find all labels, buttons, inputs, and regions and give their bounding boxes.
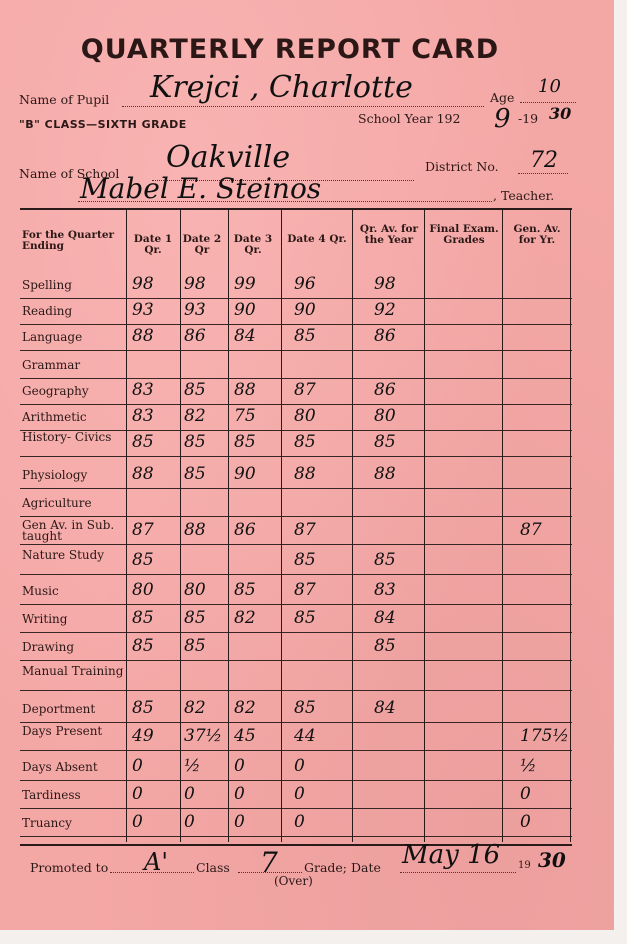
grade-cell-q2: 98: [184, 274, 206, 294]
grade-cell-q3: 0: [234, 756, 245, 776]
grade-cell-q4: 87: [294, 580, 316, 600]
table-row-line: [20, 604, 572, 605]
row-label: Spelling: [22, 278, 72, 292]
grade-cell-gen: 0: [520, 812, 531, 832]
grade-cell-q2: 86: [184, 326, 206, 346]
grade-cell-q4: 85: [294, 608, 316, 628]
table-row-line: [20, 544, 572, 545]
district-value: 72: [530, 148, 558, 173]
row-label: Tardiness: [22, 788, 81, 802]
grade-cell-avg: 85: [374, 432, 396, 452]
grade-cell-avg: 84: [374, 698, 396, 718]
grade-cell-avg: 85: [374, 550, 396, 570]
grade-cell-q2: 85: [184, 464, 206, 484]
grade-cell-avg: 92: [374, 300, 396, 320]
grade-cell-q4: 44: [294, 726, 316, 746]
grade-cell-q2: 0: [184, 784, 195, 804]
grade-cell-q1: 98: [132, 274, 154, 294]
table-row-line: [20, 660, 572, 661]
teacher-name: Mabel E. Steinos: [80, 172, 322, 205]
grade-cell-q2: 85: [184, 608, 206, 628]
table-row-line: [20, 456, 572, 457]
grade-cell-avg: 84: [374, 608, 396, 628]
grade-cell-avg: 98: [374, 274, 396, 294]
header-q1: Date 1 Qr.: [133, 233, 173, 256]
district-label: District No.: [425, 159, 499, 174]
grade-cell-avg: 88: [374, 464, 396, 484]
grade-cell-q3: 88: [234, 380, 256, 400]
row-label: Nature Study: [22, 548, 105, 562]
grade-cell-q4: 87: [294, 520, 316, 540]
grade-cell-q3: 82: [234, 608, 256, 628]
header-avg: Qr. Av. for the Year: [359, 223, 419, 246]
table-row-line: [20, 632, 572, 633]
row-label: Truancy: [22, 816, 72, 830]
grade-cell-q1: 0: [132, 784, 143, 804]
grade-cell-gen: 175½: [520, 726, 569, 746]
grade-value: 7: [260, 846, 278, 879]
grade-cell-q3: 84: [234, 326, 256, 346]
grade-cell-q1: 85: [132, 432, 154, 452]
table-top-border: [20, 208, 572, 210]
grade-cell-q3: 0: [234, 784, 245, 804]
table-row-line: [20, 404, 572, 405]
grade-cell-q4: 80: [294, 406, 316, 426]
table-row-line: [20, 690, 572, 691]
grade-cell-q1: 88: [132, 464, 154, 484]
row-label: Writing: [22, 612, 68, 626]
grade-cell-gen: 87: [520, 520, 542, 540]
grade-cell-q3: 0: [234, 812, 245, 832]
header-final: Final Exam. Grades: [429, 223, 499, 246]
grade-cell-gen: ½: [520, 756, 537, 776]
grade-cell-q4: 85: [294, 698, 316, 718]
header-q3: Date 3 Qr.: [233, 233, 273, 256]
grade-cell-q2: 37½: [184, 726, 223, 746]
row-label: Days Absent: [22, 760, 98, 774]
header-q2: Date 2 Qr: [182, 233, 222, 256]
school-label: Name of School: [19, 166, 120, 181]
date-value: May 16: [402, 840, 501, 870]
column-divider: [352, 210, 353, 842]
school-year-start: 9: [494, 104, 511, 134]
grade-cell-gen: 0: [520, 784, 531, 804]
grade-cell-q1: 83: [132, 380, 154, 400]
row-label: Gen Av. in Sub. taught: [22, 518, 115, 543]
grade-cell-q3: 85: [234, 432, 256, 452]
header-quarter: For the Quarter Ending: [22, 229, 115, 252]
teacher-label: , Teacher.: [493, 188, 555, 203]
grade-cell-q2: ½: [184, 756, 201, 776]
grade-cell-q1: 93: [132, 300, 154, 320]
row-label: Reading: [22, 304, 73, 318]
row-label: Music: [22, 584, 59, 598]
grade-cell-q1: 85: [132, 550, 154, 570]
grade-cell-q3: 90: [234, 300, 256, 320]
grade-date-label: Grade; Date: [304, 860, 381, 875]
school-name: Oakville: [166, 140, 291, 175]
district-line: [518, 173, 568, 174]
grade-cell-q4: 0: [294, 756, 305, 776]
table-row-line: [20, 750, 572, 751]
year-value: 30: [538, 848, 566, 872]
grade-cell-q2: 85: [184, 432, 206, 452]
row-label: Manual Training: [22, 664, 124, 678]
grade-cell-q2: 82: [184, 406, 206, 426]
grade-cell-q1: 85: [132, 698, 154, 718]
table-row-line: [20, 836, 572, 837]
grade-cell-avg: 86: [374, 380, 396, 400]
grade-cell-q1: 0: [132, 756, 143, 776]
row-label: Grammar: [22, 358, 81, 372]
table-row-line: [20, 350, 572, 351]
grade-cell-q1: 88: [132, 326, 154, 346]
column-divider: [228, 210, 229, 842]
column-divider: [126, 210, 127, 842]
card-title: QUARTERLY REPORT CARD: [80, 34, 500, 65]
row-label: History- Civics: [22, 430, 112, 444]
table-row-line: [20, 808, 572, 809]
class-label: "B" CLASS—SIXTH GRADE: [19, 118, 187, 131]
grade-cell-q3: 75: [234, 406, 256, 426]
school-year-dash: -19: [518, 111, 539, 126]
table-row-line: [20, 378, 572, 379]
grade-cell-q1: 87: [132, 520, 154, 540]
grade-cell-q4: 85: [294, 326, 316, 346]
grade-cell-q3: 99: [234, 274, 256, 294]
grade-cell-q4: 85: [294, 550, 316, 570]
column-divider: [281, 210, 282, 842]
row-label: Physiology: [22, 468, 88, 482]
table-row-line: [20, 574, 572, 575]
column-divider: [180, 210, 181, 842]
header-q4: Date 4 Qr.: [287, 233, 347, 245]
grade-cell-q2: 93: [184, 300, 206, 320]
school-year-label: School Year 192: [358, 111, 461, 126]
grade-cell-q4: 87: [294, 380, 316, 400]
grade-cell-avg: 80: [374, 406, 396, 426]
table-row-line: [20, 780, 572, 781]
column-divider: [502, 210, 503, 842]
grade-cell-avg: 83: [374, 580, 396, 600]
grade-cell-q3: 90: [234, 464, 256, 484]
date-line: [400, 872, 516, 873]
class-footer-label: Class: [196, 860, 230, 875]
grades-table: [20, 208, 578, 848]
grade-cell-q1: 49: [132, 726, 154, 746]
grade-cell-q1: 80: [132, 580, 154, 600]
grade-cell-q1: 83: [132, 406, 154, 426]
row-label: Arithmetic: [22, 410, 87, 424]
grade-cell-q2: 88: [184, 520, 206, 540]
row-label: Days Present: [22, 724, 103, 738]
grade-cell-q3: 86: [234, 520, 256, 540]
column-divider: [570, 210, 571, 842]
header-gen: Gen. Av. for Yr.: [513, 223, 561, 246]
age-line: [520, 102, 576, 103]
grade-cell-q4: 0: [294, 784, 305, 804]
grade-cell-q1: 85: [132, 608, 154, 628]
grade-cell-q1: 85: [132, 636, 154, 656]
table-row-line: [20, 298, 572, 299]
age-label: Age: [490, 90, 515, 105]
column-divider: [424, 210, 425, 842]
grade-cell-q4: 88: [294, 464, 316, 484]
grade-cell-avg: 85: [374, 636, 396, 656]
row-label: Deportment: [22, 702, 96, 716]
pupil-name: Krejci , Charlotte: [150, 70, 413, 105]
row-label: Language: [22, 330, 83, 344]
grade-cell-q1: 0: [132, 812, 143, 832]
table-row-line: [20, 324, 572, 325]
grade-cell-q2: 80: [184, 580, 206, 600]
table-row-line: [20, 488, 572, 489]
school-year-end: 30: [549, 104, 572, 123]
grade-cell-q3: 82: [234, 698, 256, 718]
grade-cell-q2: 0: [184, 812, 195, 832]
promoted-label: Promoted to: [30, 860, 109, 875]
over-label: (Over): [274, 874, 313, 888]
grade-cell-q2: 82: [184, 698, 206, 718]
row-label: Agriculture: [22, 496, 92, 510]
age-value: 10: [538, 76, 561, 97]
grade-cell-q3: 85: [234, 580, 256, 600]
pupil-name-line: [122, 106, 484, 107]
year-prefix: 19: [518, 860, 531, 871]
promoted-value: A': [144, 848, 168, 876]
pupil-label: Name of Pupil: [19, 92, 110, 107]
row-label: Geography: [22, 384, 89, 398]
grade-cell-q2: 85: [184, 380, 206, 400]
grade-cell-q4: 85: [294, 432, 316, 452]
grade-cell-avg: 86: [374, 326, 396, 346]
table-row-line: [20, 722, 572, 723]
grade-cell-q4: 90: [294, 300, 316, 320]
row-label: Drawing: [22, 640, 75, 654]
grade-cell-q3: 45: [234, 726, 256, 746]
grade-cell-q4: 0: [294, 812, 305, 832]
table-row-line: [20, 516, 572, 517]
grade-cell-q2: 85: [184, 636, 206, 656]
grade-cell-q4: 96: [294, 274, 316, 294]
